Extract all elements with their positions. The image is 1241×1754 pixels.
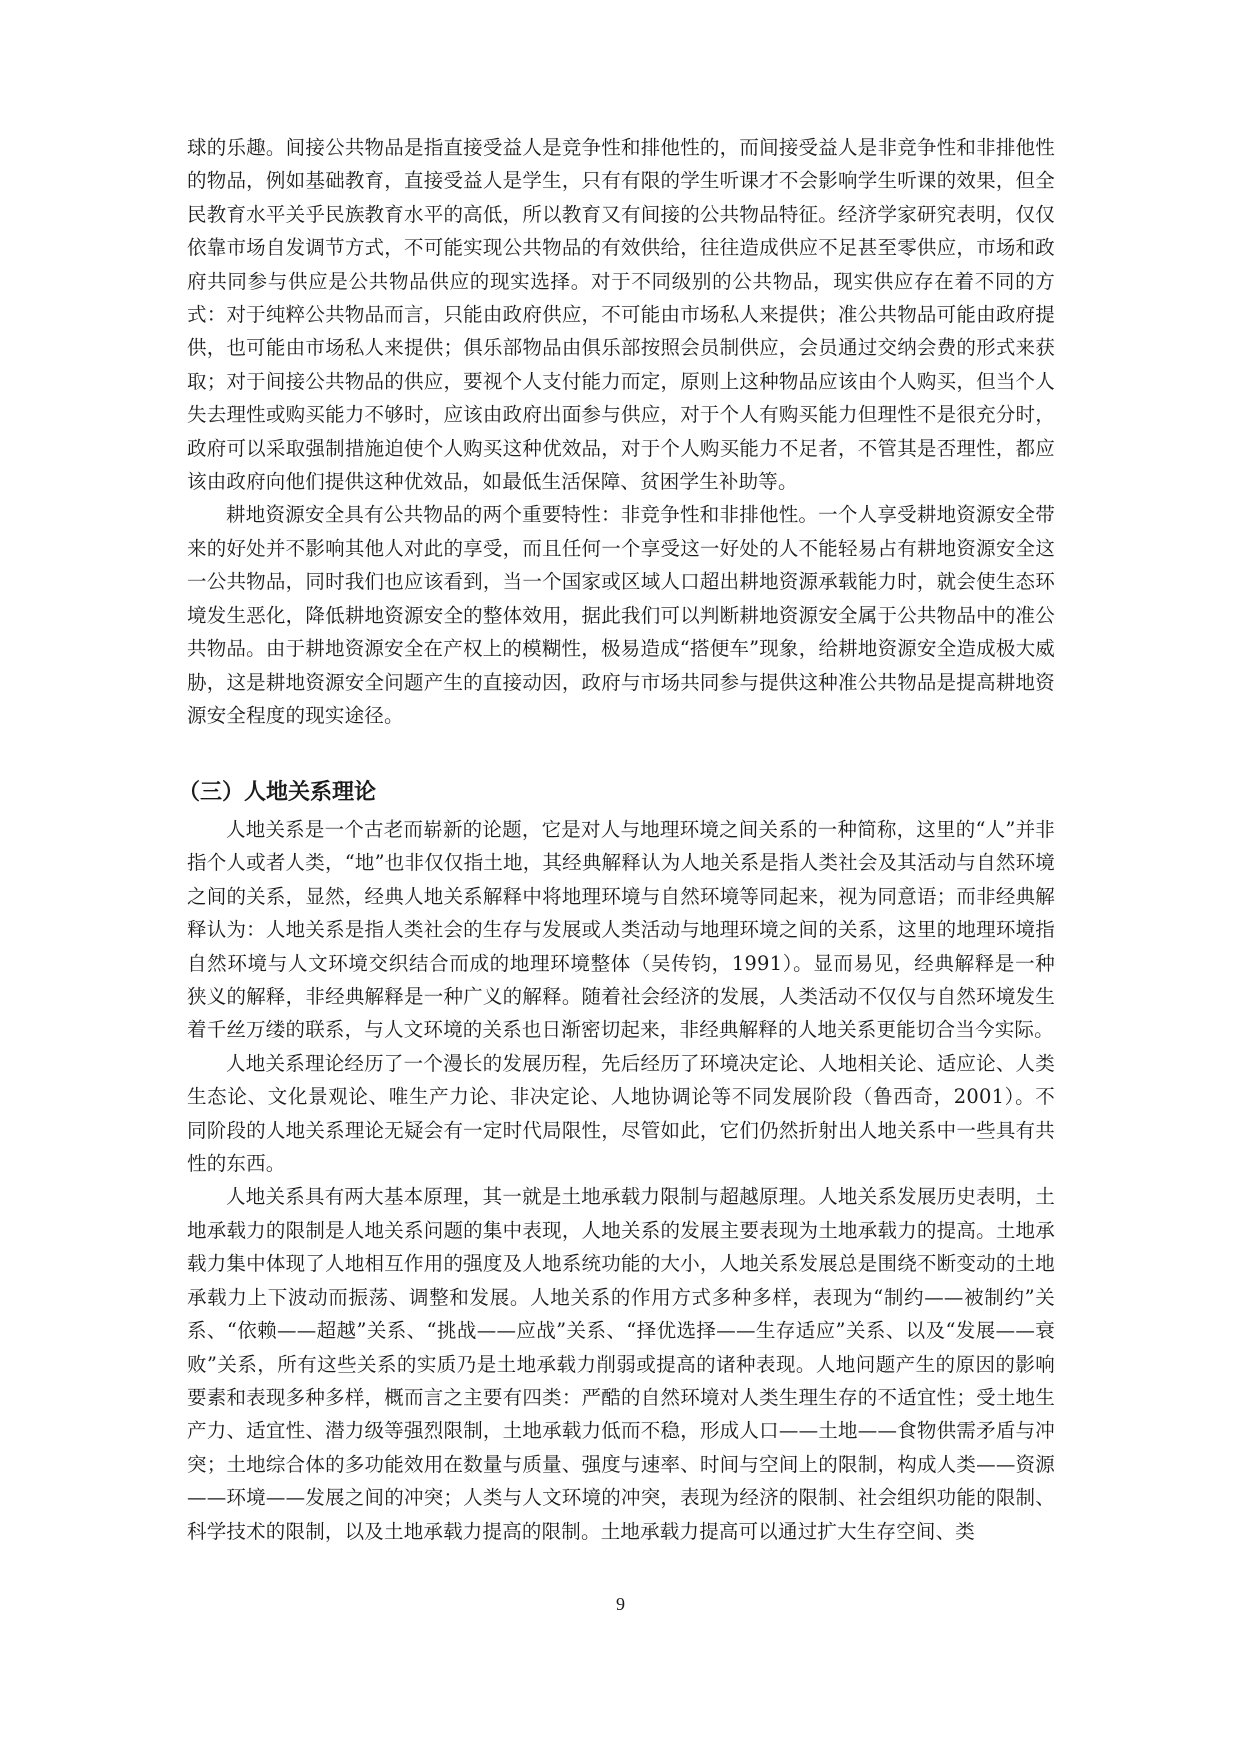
paragraph: 人地关系是一个古老而崭新的论题，它是对人与地理环境之间关系的一种简称，这里的“人”并非指个人或者人类，“地”也非仅仅指土地，其经典解释认为人地关系是指人类社会及其活动与自然环境之间的关系，显然，经典人地关系解释中将地理环境与自然环境等同起来，视为同意语；而非经典解释认为：人地关系是指人类社会的生存与发展或人类活动与地理环境之间的关系，这里的地理环境指自然环境与人文环境交织结合而成的地理环境整体（吴传钧，1991）。显而易见，经典解释是一种狭义的解释，非经典解释是一种广义的解释。随着社会经济的发展，人类活动不仅仅与自然环境发生着千丝万缕的联系，与人文环境的关系也日渐密切起来，非经典解释的人地关系更能切合当今实际。 bbox=[187, 818, 1055, 1042]
section-heading: （三）人地关系理论 bbox=[178, 780, 377, 805]
body-section-human-land-relations bbox=[187, 813, 1055, 1548]
paragraph: 人地关系具有两大基本原理，其一就是土地承载力限制与超越原理。人地关系发展历史表明，土地承载力的限制是人地关系问题的集中表现，人地关系的发展主要表现为土地承载力的提高。土地承载力集中体现了人地相互作用的强度及人地系统功能的大小，人地关系发展总是围绕不断变动的土地承载力上下波动而振荡、调整和发展。人地关系的作用方式多种多样，表现为“制约——被制约”关系、“依赖——超越”关系、“挑战——应战”关系、“择优选择——生存适应”关系、以及“发展——衰败”关系，所有这些关系的实质乃是土地承载力削弱或提高的诸种表现。人地问题产生的原因的影响要素和表现多种多样，概而言之主要有四类：严酷的自然环境对人类生理生存的不适宜性；受土地生产力、适宜性、潜力级等强烈限制，土地承载力低而不稳，形成人口——土地——食物供需矛盾与冲突；土地综合体的多功能效用在数量与质量、强度与速率、时间与空间上的限制，构成人类——资源——环境——发展之间的冲突；人类与人文环境的冲突，表现为经济的限制、社会组织功能的限制、科学技术的限制，以及土地承载力提高的限制。土地承载力提高可以通过扩大生存空间、类 bbox=[187, 1185, 1055, 1543]
page-number: 9 bbox=[616, 1594, 625, 1614]
paragraph: 球的乐趣。间接公共物品是指直接受益人是竞争性和排他性的，而间接受益人是非竞争性和非排他性的物品，例如基础教育，直接受益人是学生，只有有限的学生听课才不会影响学生听课的效果，但全民教育水平关乎民族教育水平的高低，所以教育又有间接的公共物品特征。经济学家研究表明，仅仅依靠市场自发调节方式，不可能实现公共物品的有效供给，往往造成供应不足甚至零供应，市场和政府共同参与供应是公共物品供应的现实选择。对于不同级别的公共物品，现实供应存在着不同的方式：对于纯粹公共物品而言，只能由政府供应，不可能由市场私人来提供；准公共物品可能由政府提供，也可能由市场私人来提供；俱乐部物品由俱乐部按照会员制供应，会员通过交纳会费的形式来获取；对于间接公共物品的供应，要视个人支付能力而定，原则上这种物品应该由个人购买，但当个人失去理性或购买能力不够时，应该由政府出面参与供应，对于个人有购买能力但理性不是很充分时，政府可以采取强制措施迫使个人购买这种优效品，对于个人购买能力不足者，不管其是否理性，都应该由政府向他们提供这种优效品，如最低生活保障、贫困学生补助等。 bbox=[187, 136, 1055, 494]
paragraph: 耕地资源安全具有公共物品的两个重要特性：非竞争性和非排他性。一个人享受耕地资源安全带来的好处并不影响其他人对此的享受，而且任何一个享受这一好处的人不能轻易占有耕地资源安全这一公共物品，同时我们也应该看到，当一个国家或区域人口超出耕地资源承载能力时，就会使生态环境发生恶化，降低耕地资源安全的整体效用，据此我们可以判断耕地资源安全属于公共物品中的准公共物品。由于耕地资源安全在产权上的模糊性，极易造成“搭便车”现象，给耕地资源安全造成极大威胁，这是耕地资源安全问题产生的直接动因，政府与市场共同参与提供这种准公共物品是提高耕地资源安全程度的现实途径。 bbox=[187, 503, 1055, 727]
body-section-public-goods bbox=[187, 131, 1055, 732]
paragraph: 人地关系理论经历了一个漫长的发展历程，先后经历了环境决定论、人地相关论、适应论、人类生态论、文化景观论、唯生产力论、非决定论、人地协调论等不同发展阶段（鲁西奇，2001）。不同阶段的人地关系理论无疑会有一定时代局限性，尽管如此，它们仍然折射出人地关系中一些具有共性的东西。 bbox=[187, 1051, 1055, 1176]
